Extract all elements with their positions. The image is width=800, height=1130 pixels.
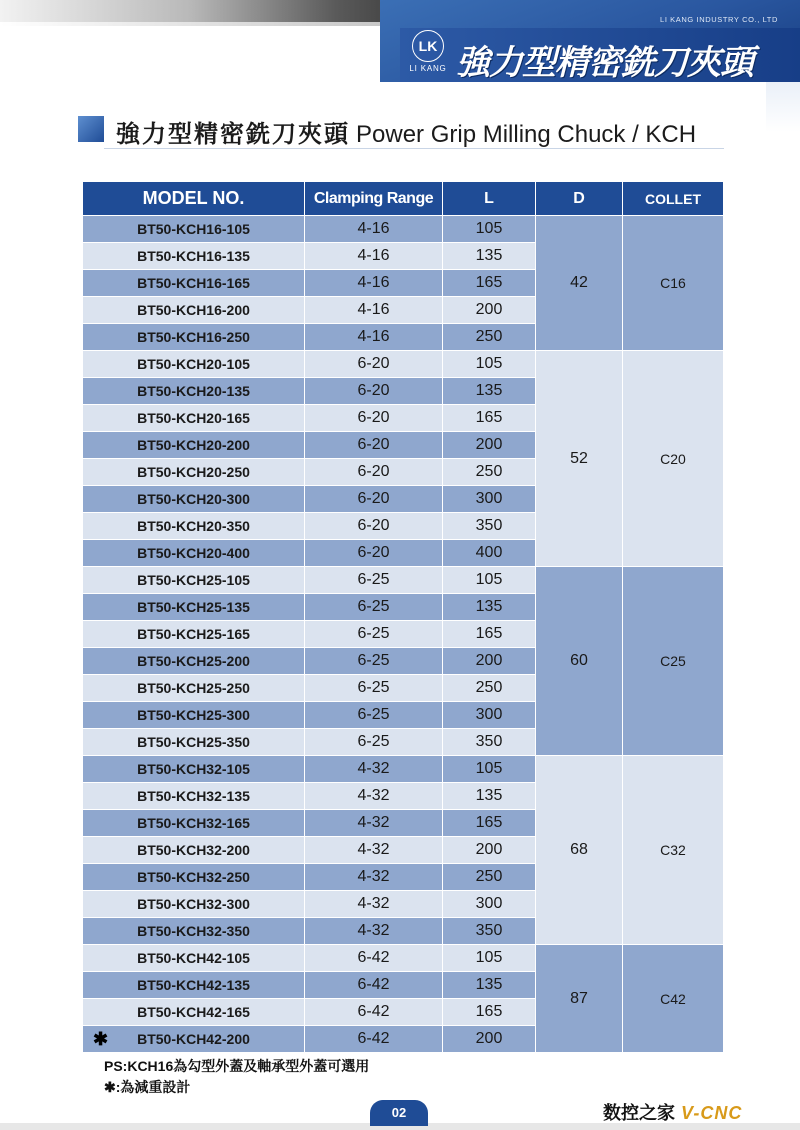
clamping-range-cell: 6-20 — [305, 351, 443, 378]
model-cell — [83, 540, 305, 567]
clamping-range-cell: 6-20 — [305, 432, 443, 459]
model-number: BT50-KCH32-300 — [137, 896, 250, 912]
clamping-range-cell: 6-20 — [305, 405, 443, 432]
length-cell: 165 — [443, 810, 536, 837]
model-cell — [83, 378, 305, 405]
model-number: BT50-KCH25-200 — [137, 653, 250, 669]
page-number: 02 — [370, 1100, 428, 1126]
model-number: BT50-KCH32-350 — [137, 923, 250, 939]
company-name: LI KANG INDUSTRY CO., LTD — [660, 15, 778, 24]
length-cell: 250 — [443, 864, 536, 891]
table-row — [83, 945, 724, 972]
watermark-cn: 数控之家 — [603, 1103, 675, 1123]
model-number: BT50-KCH32-105 — [137, 761, 250, 777]
length-cell: 350 — [443, 918, 536, 945]
spec-table — [83, 182, 724, 1053]
model-cell — [83, 918, 305, 945]
clamping-range-cell: 6-20 — [305, 540, 443, 567]
length-cell: 200 — [443, 837, 536, 864]
model-cell — [83, 486, 305, 513]
clamping-range-cell: 4-32 — [305, 810, 443, 837]
logo-icon: LK — [412, 30, 444, 62]
clamping-range-cell: 6-25 — [305, 648, 443, 675]
model-number: BT50-KCH32-200 — [137, 842, 250, 858]
top-gradient-bar — [0, 0, 420, 22]
model-cell — [83, 945, 305, 972]
watermark — [603, 1099, 742, 1125]
model-number: BT50-KCH16-165 — [137, 275, 250, 291]
length-cell: 250 — [443, 675, 536, 702]
section-title-cn: 強力型精密銑刀夾頭 — [116, 121, 350, 148]
model-number: BT50-KCH32-250 — [137, 869, 250, 885]
clamping-range-cell: 6-42 — [305, 999, 443, 1026]
model-cell — [83, 999, 305, 1026]
model-cell — [83, 810, 305, 837]
header-l: L — [443, 182, 536, 216]
model-number: BT50-KCH25-300 — [137, 707, 250, 723]
model-cell — [83, 297, 305, 324]
length-cell: 105 — [443, 567, 536, 594]
clamping-range-cell: 4-32 — [305, 864, 443, 891]
d-cell: 60 — [536, 567, 623, 756]
model-number: BT50-KCH25-165 — [137, 626, 250, 642]
clamping-range-cell: 6-25 — [305, 621, 443, 648]
collet-cell: C20 — [623, 351, 724, 567]
model-number: BT50-KCH42-135 — [137, 977, 250, 993]
length-cell: 350 — [443, 729, 536, 756]
length-cell: 300 — [443, 702, 536, 729]
d-cell: 52 — [536, 351, 623, 567]
clamping-range-cell: 4-32 — [305, 891, 443, 918]
model-number: BT50-KCH20-350 — [137, 518, 250, 534]
model-number: BT50-KCH16-135 — [137, 248, 250, 264]
table-row — [83, 567, 724, 594]
length-cell: 250 — [443, 459, 536, 486]
model-number: BT50-KCH16-200 — [137, 302, 250, 318]
length-cell: 105 — [443, 945, 536, 972]
model-number: BT50-KCH20-105 — [137, 356, 250, 372]
section-title-en: Power Grip Milling Chuck / KCH — [356, 121, 697, 148]
model-number: BT50-KCH20-250 — [137, 464, 250, 480]
clamping-range-cell: 4-32 — [305, 783, 443, 810]
length-cell: 135 — [443, 243, 536, 270]
length-cell: 105 — [443, 351, 536, 378]
model-cell — [83, 972, 305, 999]
clamping-range-cell: 4-16 — [305, 324, 443, 351]
section-underline — [104, 148, 724, 149]
header-model: MODEL NO. — [83, 182, 305, 216]
model-number: BT50-KCH25-350 — [137, 734, 250, 750]
note-ps: PS:KCH16為勾型外蓋及軸承型外蓋可選用 — [104, 1058, 370, 1074]
length-cell: 250 — [443, 324, 536, 351]
model-cell — [83, 837, 305, 864]
length-cell: 135 — [443, 972, 536, 999]
clamping-range-cell: 4-16 — [305, 297, 443, 324]
table-row — [83, 756, 724, 783]
model-cell — [83, 891, 305, 918]
clamping-range-cell: 6-20 — [305, 513, 443, 540]
weight-reduced-star-icon: ✱ — [93, 1029, 109, 1049]
length-cell: 105 — [443, 216, 536, 243]
model-cell — [83, 513, 305, 540]
top-gradient-underline — [0, 22, 380, 26]
clamping-range-cell: 6-25 — [305, 675, 443, 702]
model-cell — [83, 432, 305, 459]
length-cell: 300 — [443, 891, 536, 918]
clamping-range-cell: 6-25 — [305, 594, 443, 621]
model-cell — [83, 594, 305, 621]
length-cell: 105 — [443, 756, 536, 783]
clamping-range-cell: 4-16 — [305, 270, 443, 297]
header-d: D — [536, 182, 623, 216]
clamping-range-cell: 4-16 — [305, 216, 443, 243]
clamping-range-cell: 4-16 — [305, 243, 443, 270]
note-star: ✱:為減重設計 — [104, 1079, 191, 1095]
clamping-range-cell: 6-20 — [305, 459, 443, 486]
length-cell: 350 — [443, 513, 536, 540]
spec-table-body — [83, 216, 724, 1053]
section-marker-icon — [78, 116, 104, 142]
banner-title: 強力型精密銑刀夾頭 — [456, 43, 753, 83]
length-cell: 165 — [443, 270, 536, 297]
table-row — [83, 216, 724, 243]
model-cell — [83, 216, 305, 243]
model-number: BT50-KCH32-165 — [137, 815, 250, 831]
logo-name: LI KANG — [409, 64, 447, 73]
model-cell — [83, 324, 305, 351]
d-cell: 42 — [536, 216, 623, 351]
d-cell: 68 — [536, 756, 623, 945]
length-cell: 200 — [443, 648, 536, 675]
model-cell — [83, 702, 305, 729]
d-cell: 87 — [536, 945, 623, 1053]
model-cell — [83, 1026, 305, 1053]
length-cell: 165 — [443, 621, 536, 648]
model-cell — [83, 864, 305, 891]
length-cell: 135 — [443, 378, 536, 405]
collet-cell: C16 — [623, 216, 724, 351]
model-cell — [83, 621, 305, 648]
clamping-range-cell: 6-42 — [305, 1026, 443, 1053]
length-cell: 200 — [443, 297, 536, 324]
model-number: BT50-KCH25-105 — [137, 572, 250, 588]
model-cell — [83, 351, 305, 378]
section-title — [116, 114, 696, 149]
model-number: BT50-KCH20-200 — [137, 437, 250, 453]
length-cell: 400 — [443, 540, 536, 567]
header-collet: COLLET — [623, 182, 724, 216]
model-number: BT50-KCH42-165 — [137, 1004, 250, 1020]
model-cell — [83, 675, 305, 702]
clamping-range-cell: 6-25 — [305, 702, 443, 729]
collet-cell: C25 — [623, 567, 724, 756]
model-cell — [83, 270, 305, 297]
model-number: BT50-KCH25-250 — [137, 680, 250, 696]
model-cell — [83, 648, 305, 675]
model-number: BT50-KCH32-135 — [137, 788, 250, 804]
clamping-range-cell: 6-20 — [305, 378, 443, 405]
model-number: BT50-KCH42-200 — [137, 1031, 250, 1047]
model-cell — [83, 729, 305, 756]
length-cell: 135 — [443, 594, 536, 621]
model-number: BT50-KCH25-135 — [137, 599, 250, 615]
length-cell: 200 — [443, 432, 536, 459]
clamping-range-cell: 4-32 — [305, 918, 443, 945]
model-cell — [83, 459, 305, 486]
collet-cell: C42 — [623, 945, 724, 1053]
model-cell — [83, 243, 305, 270]
model-number: BT50-KCH20-165 — [137, 410, 250, 426]
model-number: BT50-KCH16-250 — [137, 329, 250, 345]
clamping-range-cell: 6-25 — [305, 729, 443, 756]
length-cell: 165 — [443, 999, 536, 1026]
length-cell: 135 — [443, 783, 536, 810]
table-header-row — [83, 182, 724, 216]
table-row — [83, 351, 724, 378]
length-cell: 300 — [443, 486, 536, 513]
model-number: BT50-KCH16-105 — [137, 221, 250, 237]
clamping-range-cell: 6-42 — [305, 972, 443, 999]
model-cell — [83, 756, 305, 783]
model-number: BT50-KCH42-105 — [137, 950, 250, 966]
clamping-range-cell: 4-32 — [305, 756, 443, 783]
model-number: BT50-KCH20-300 — [137, 491, 250, 507]
length-cell: 165 — [443, 405, 536, 432]
clamping-range-cell: 6-20 — [305, 486, 443, 513]
watermark-brand: V-CNC — [681, 1103, 743, 1123]
clamping-range-cell: 6-25 — [305, 567, 443, 594]
clamping-range-cell: 6-42 — [305, 945, 443, 972]
side-strip — [766, 82, 800, 132]
model-number: BT50-KCH20-135 — [137, 383, 250, 399]
model-cell — [83, 405, 305, 432]
model-number: BT50-KCH20-400 — [137, 545, 250, 561]
length-cell: 200 — [443, 1026, 536, 1053]
model-cell — [83, 783, 305, 810]
clamping-range-cell: 4-32 — [305, 837, 443, 864]
collet-cell: C32 — [623, 756, 724, 945]
header-clamping-range: Clamping Range — [305, 182, 443, 216]
model-cell — [83, 567, 305, 594]
